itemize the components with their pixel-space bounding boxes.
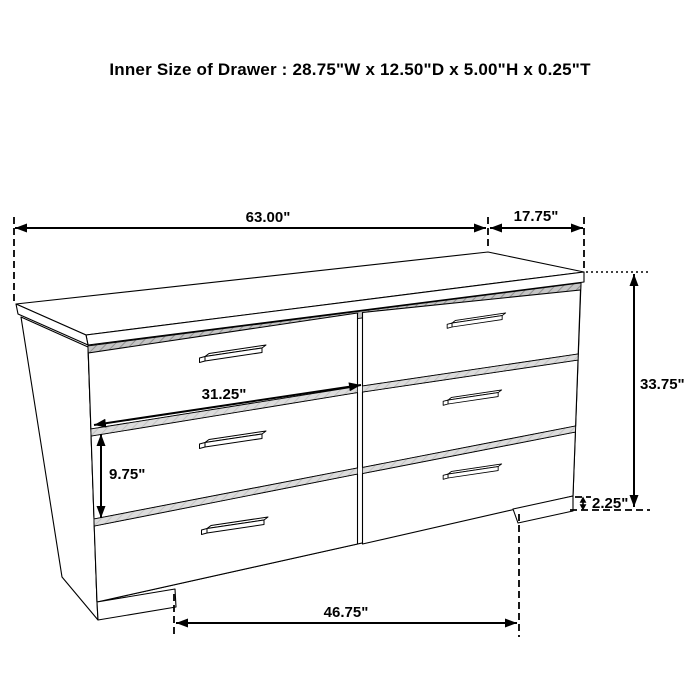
dim-overall-height xyxy=(570,272,685,510)
dim-label-drawer-width: 31.25" xyxy=(201,386,247,403)
dim-label-overall-width: 63.00" xyxy=(245,209,291,226)
dim-label-drawer-height: 9.75" xyxy=(109,466,146,483)
dim-label-base-height: 2.25" xyxy=(592,495,629,512)
left-side-panel xyxy=(21,317,98,620)
dim-base-height xyxy=(575,495,628,512)
dim-label-overall-height: 33.75" xyxy=(640,376,685,393)
dim-label-depth: 17.75" xyxy=(513,208,559,225)
page-title: Inner Size of Drawer : 28.75"W x 12.50"D x 5.00"H x 0.25"T xyxy=(109,60,591,79)
dim-label-leg-span: 46.75" xyxy=(323,604,369,621)
